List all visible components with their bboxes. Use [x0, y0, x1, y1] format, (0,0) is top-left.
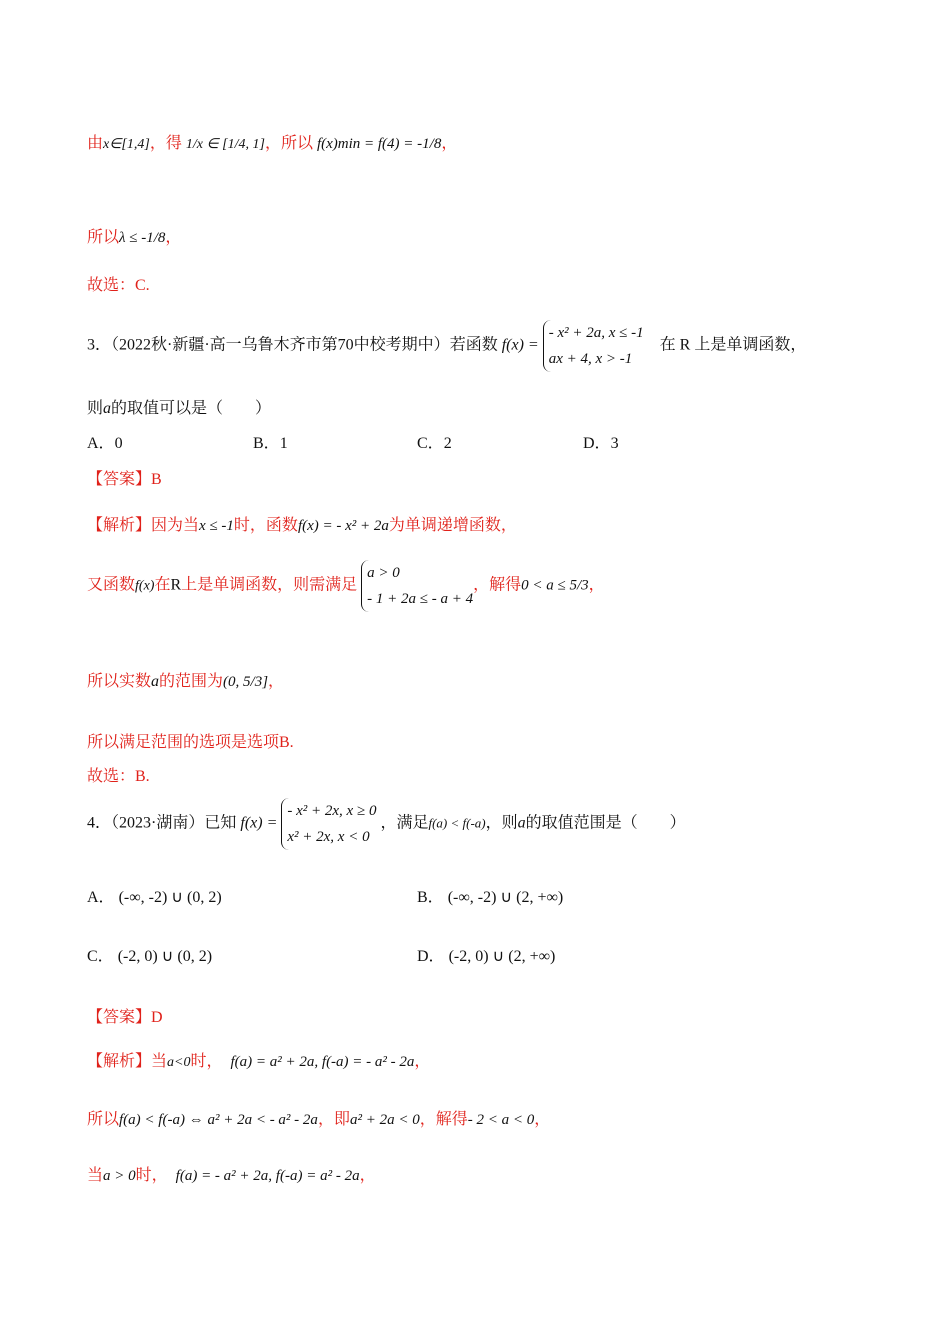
q3-piece-2: ax + 4, x > -1 [548, 351, 633, 367]
q4-f-label: f(x) = [240, 814, 278, 832]
q4-piece-1: - x² + 2x, x ≥ 0 [287, 803, 377, 819]
text: ， [414, 1053, 431, 1070]
text-you: 由 [87, 135, 104, 152]
q3-a: a [103, 400, 112, 417]
math-fx: f(x) = - x² + 2a [297, 518, 389, 534]
q4-option-b [417, 884, 563, 907]
q3-R: R [679, 336, 691, 354]
q4-option-a [87, 884, 222, 907]
q3-option-c [417, 430, 452, 453]
q4-option-d [417, 943, 555, 966]
text: 所以实数 [87, 673, 152, 690]
math-expr: f(a) < f(-a) ⇔ a² + 2a < - a² - 2a [119, 1112, 318, 1128]
text: 当 [151, 1053, 168, 1070]
answer-tag: 【答案】 [87, 1009, 152, 1026]
math-cond: x ≤ -1 [199, 518, 234, 534]
text-suoyi: ，所以 [264, 135, 313, 152]
option-key: B． [253, 435, 280, 452]
q3-zai: 在 [659, 336, 676, 354]
math-lambda: λ ≤ -1/8 [119, 230, 166, 246]
option-key: D． [583, 435, 611, 452]
text: ， [534, 1111, 551, 1128]
math-cond: a<0 [167, 1055, 191, 1070]
q3-analysis-4: 所以满足范围的选项是选项B. [87, 734, 294, 751]
text: 在 [154, 576, 171, 594]
q3-option-a [87, 430, 123, 453]
solution-line-2 [87, 224, 181, 247]
q3-piece-1: - x² + 2a, x ≤ -1 [548, 325, 644, 341]
text: ，解得 [473, 576, 522, 594]
text: 时，函数 [233, 517, 298, 534]
option-key: C． [87, 948, 114, 965]
answer-tag: 【答案】 [87, 471, 152, 488]
analysis-tag: 【解析】 [87, 1053, 152, 1070]
q3-number: 3． [87, 336, 112, 354]
system-line-2: - 1 + 2a ≤ - a + 4 [367, 591, 474, 607]
text: 上是单调函数，则需满足 [181, 576, 358, 594]
text: ， [359, 1167, 376, 1184]
text: ，解得 [419, 1111, 468, 1128]
math-cond: f(a) < f(-a) [428, 815, 486, 831]
text: ，满足 [380, 814, 429, 832]
option-value: (-2, 0) ∪ (2, +∞) [448, 948, 556, 965]
text: 的取值范围是（ ） [525, 814, 686, 832]
math-range: x∈[1,4] [103, 137, 150, 152]
option-value: (-∞, -2) ∪ (0, 2) [118, 889, 222, 906]
system-line-1: a > 0 [367, 565, 400, 581]
q3-piecewise [543, 320, 644, 372]
math-expr: a² + 2a < 0 [349, 1112, 420, 1128]
option-value: 3 [610, 435, 619, 452]
text: 的范围为 [159, 673, 224, 690]
q3-option-d [583, 430, 619, 453]
q4-option-c [87, 943, 212, 966]
math-a: a [151, 673, 160, 690]
math-interval: (0, 5/3] [223, 674, 269, 690]
math-expr: f(a) = - a² + 2a, f(-a) = a² - 2a [175, 1168, 360, 1184]
text: ，即 [317, 1111, 350, 1128]
q3-analysis-2 [87, 560, 605, 612]
option-value: (-∞, -2) ∪ (2, +∞) [447, 889, 564, 906]
q3-ruo: 若函数 [449, 336, 498, 354]
q3-ask: 的取值可以是（ ） [111, 400, 272, 417]
option-key: A． [87, 435, 115, 452]
text: 所以 [87, 1111, 120, 1128]
solution-line-1 [87, 130, 457, 153]
math-solution: 0 < a ≤ 5/3 [521, 577, 589, 594]
analysis-tag: 【解析】 [87, 517, 152, 534]
q3-source: （2022秋·新疆·高一乌鲁木齐市第70中校考期中） [111, 336, 450, 354]
math-cond: a > 0 [103, 1168, 136, 1184]
option-value: 0 [114, 435, 123, 452]
option-key: B． [417, 889, 444, 906]
q4-analysis-3 [87, 1162, 376, 1185]
option-key: C． [417, 435, 444, 452]
q4-piecewise [281, 798, 376, 850]
text: 又函数 [87, 576, 136, 594]
text-end-2: ， [165, 229, 182, 246]
text: ， [268, 673, 285, 690]
q3-option-b [253, 430, 288, 453]
q3-f-label: f(x) = [501, 336, 539, 354]
q3-analysis-3 [87, 668, 284, 691]
choice-c-line: 故选：C. [87, 277, 150, 294]
q3-system [361, 560, 473, 612]
q3-analysis-5: 故选：B. [87, 768, 150, 785]
answer-value: B [151, 471, 162, 488]
math-expr: f(a) = a² + 2a, f(-a) = - a² - 2a [230, 1054, 415, 1070]
text-suoyi-2: 所以 [87, 229, 120, 246]
option-value: (-2, 0) ∪ (0, 2) [117, 948, 213, 965]
q3-analysis-1 [87, 512, 517, 535]
math-R: R [170, 576, 182, 594]
math-a: a [517, 814, 526, 832]
text: 当 [87, 1167, 104, 1184]
q4-answer [87, 1004, 163, 1027]
q3-line-2 [87, 395, 271, 418]
question-4 [87, 798, 686, 850]
q3-answer [87, 466, 162, 489]
text: 时， [190, 1053, 223, 1070]
math-expr: - 2 < a < 0 [467, 1112, 535, 1128]
option-key: D． [417, 948, 445, 965]
q4-number: 4． [87, 814, 112, 832]
text: 时， [135, 1167, 168, 1184]
math-inv-x: 1/x ∈ [1/4, 1] [185, 137, 265, 152]
option-value: 1 [279, 435, 288, 452]
option-key: A． [87, 889, 115, 906]
math-fmin: f(x)min = f(4) = -1/8 [316, 136, 442, 152]
q3-tail: 上是单调函数， [694, 336, 807, 354]
text-end: ， [441, 135, 458, 152]
text: 为单调递增函数， [388, 517, 517, 534]
question-3 [87, 320, 806, 372]
text-de: ，得 [149, 135, 182, 152]
answer-value: D [151, 1009, 163, 1026]
math-fx: f(x) [135, 578, 155, 594]
q4-source: （2023·湖南） [111, 814, 205, 832]
q3-ze: 则 [87, 400, 104, 417]
q4-piece-2: x² + 2x, x < 0 [287, 829, 370, 845]
text: ，则 [485, 814, 518, 832]
q4-analysis-1 [87, 1048, 430, 1071]
text: 已知 [204, 814, 237, 832]
option-value: 2 [443, 435, 452, 452]
text: 因为当 [151, 517, 200, 534]
text: ， [588, 576, 605, 594]
q4-analysis-2 [87, 1106, 550, 1129]
